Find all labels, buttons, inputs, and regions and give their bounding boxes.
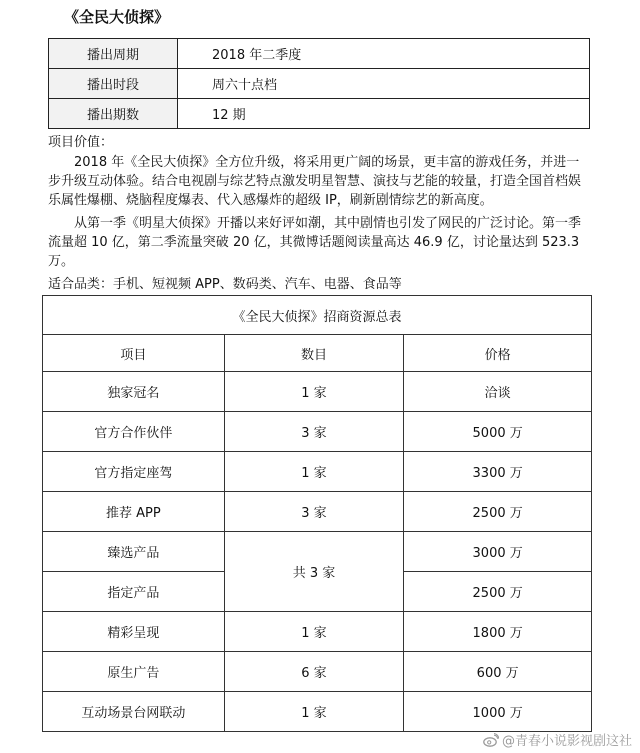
table-row (43, 652, 592, 692)
item-cell: 原生广告 (43, 652, 225, 692)
value-paragraph-1: 2018 年《全民大侦探》全方位升级，将采用更广阔的场景，更丰富的游戏任务，并进一步升级互动体验。结合电视剧与综艺特点激发明星智慧、演技与艺能的较量，打造全国首档娱乐属性爆棚、烧脑程度爆表、代入感爆炸的超级 IP，刷新剧情综艺的新高度。 (48, 155, 582, 208)
price-cell: 2500 万 (404, 572, 592, 612)
price-cell: 600 万 (404, 652, 592, 692)
value-heading: 项目价值： (48, 135, 114, 150)
table-row (43, 452, 592, 492)
table-row (49, 99, 590, 129)
resource-table (42, 295, 592, 732)
value-paragraph-2: 从第一季《明星大侦探》开播以来好评如潮，其中剧情也引发了网民的广泛讨论。第一季流量超 10 亿，第二季流量突破 20 亿，其微博话题阅读量高达 46.9 亿，讨论量达到 523.3 万。 (48, 216, 582, 269)
suitable-categories: 适合品类：手机、短视频 APP、数码类、汽车、电器、食品等 (48, 277, 402, 292)
broadcast-info-table (48, 38, 590, 129)
table-row (43, 412, 592, 452)
price-cell: 3000 万 (404, 532, 592, 572)
header-price: 价格 (404, 335, 592, 372)
info-value: 2018 年二季度 (178, 39, 590, 69)
weibo-icon (483, 733, 499, 747)
price-cell: 洽谈 (404, 372, 592, 412)
count-cell: 1 家 (224, 452, 404, 492)
table-row (43, 692, 592, 732)
count-cell: 3 家 (224, 492, 404, 532)
info-value: 周六十点档 (178, 69, 590, 99)
info-value: 12 期 (178, 99, 590, 129)
info-label: 播出周期 (49, 39, 178, 69)
document-title: 《全民大侦探》 (64, 8, 170, 26)
watermark (483, 730, 632, 749)
count-cell: 1 家 (224, 612, 404, 652)
table-header-row (43, 335, 592, 372)
item-cell: 官方指定座驾 (43, 452, 225, 492)
item-cell: 官方合作伙伴 (43, 412, 225, 452)
item-cell: 互动场景台网联动 (43, 692, 225, 732)
table-row (43, 612, 592, 652)
count-cell: 6 家 (224, 652, 404, 692)
item-cell: 精彩呈现 (43, 612, 225, 652)
count-cell: 1 家 (224, 372, 404, 412)
item-cell: 臻选产品 (43, 532, 225, 572)
header-count: 数目 (224, 335, 404, 372)
header-item: 项目 (43, 335, 225, 372)
table-row (49, 39, 590, 69)
price-cell: 2500 万 (404, 492, 592, 532)
count-cell: 1 家 (224, 692, 404, 732)
info-label: 播出时段 (49, 69, 178, 99)
table-row (43, 372, 592, 412)
price-cell: 1800 万 (404, 612, 592, 652)
item-cell: 独家冠名 (43, 372, 225, 412)
price-cell: 3300 万 (404, 452, 592, 492)
item-cell: 指定产品 (43, 572, 225, 612)
table-row (43, 532, 592, 572)
count-cell: 3 家 (224, 412, 404, 452)
price-cell: 5000 万 (404, 412, 592, 452)
info-label: 播出期数 (49, 99, 178, 129)
count-cell-merged: 共 3 家 (224, 532, 404, 612)
item-cell: 推荐 APP (43, 492, 225, 532)
price-cell: 1000 万 (404, 692, 592, 732)
table-caption: 《全民大侦探》招商资源总表 (43, 296, 592, 335)
table-caption-row (43, 296, 592, 335)
table-row (49, 69, 590, 99)
watermark-text: @青春小说影视剧这社 (501, 734, 632, 749)
table-row (43, 492, 592, 532)
